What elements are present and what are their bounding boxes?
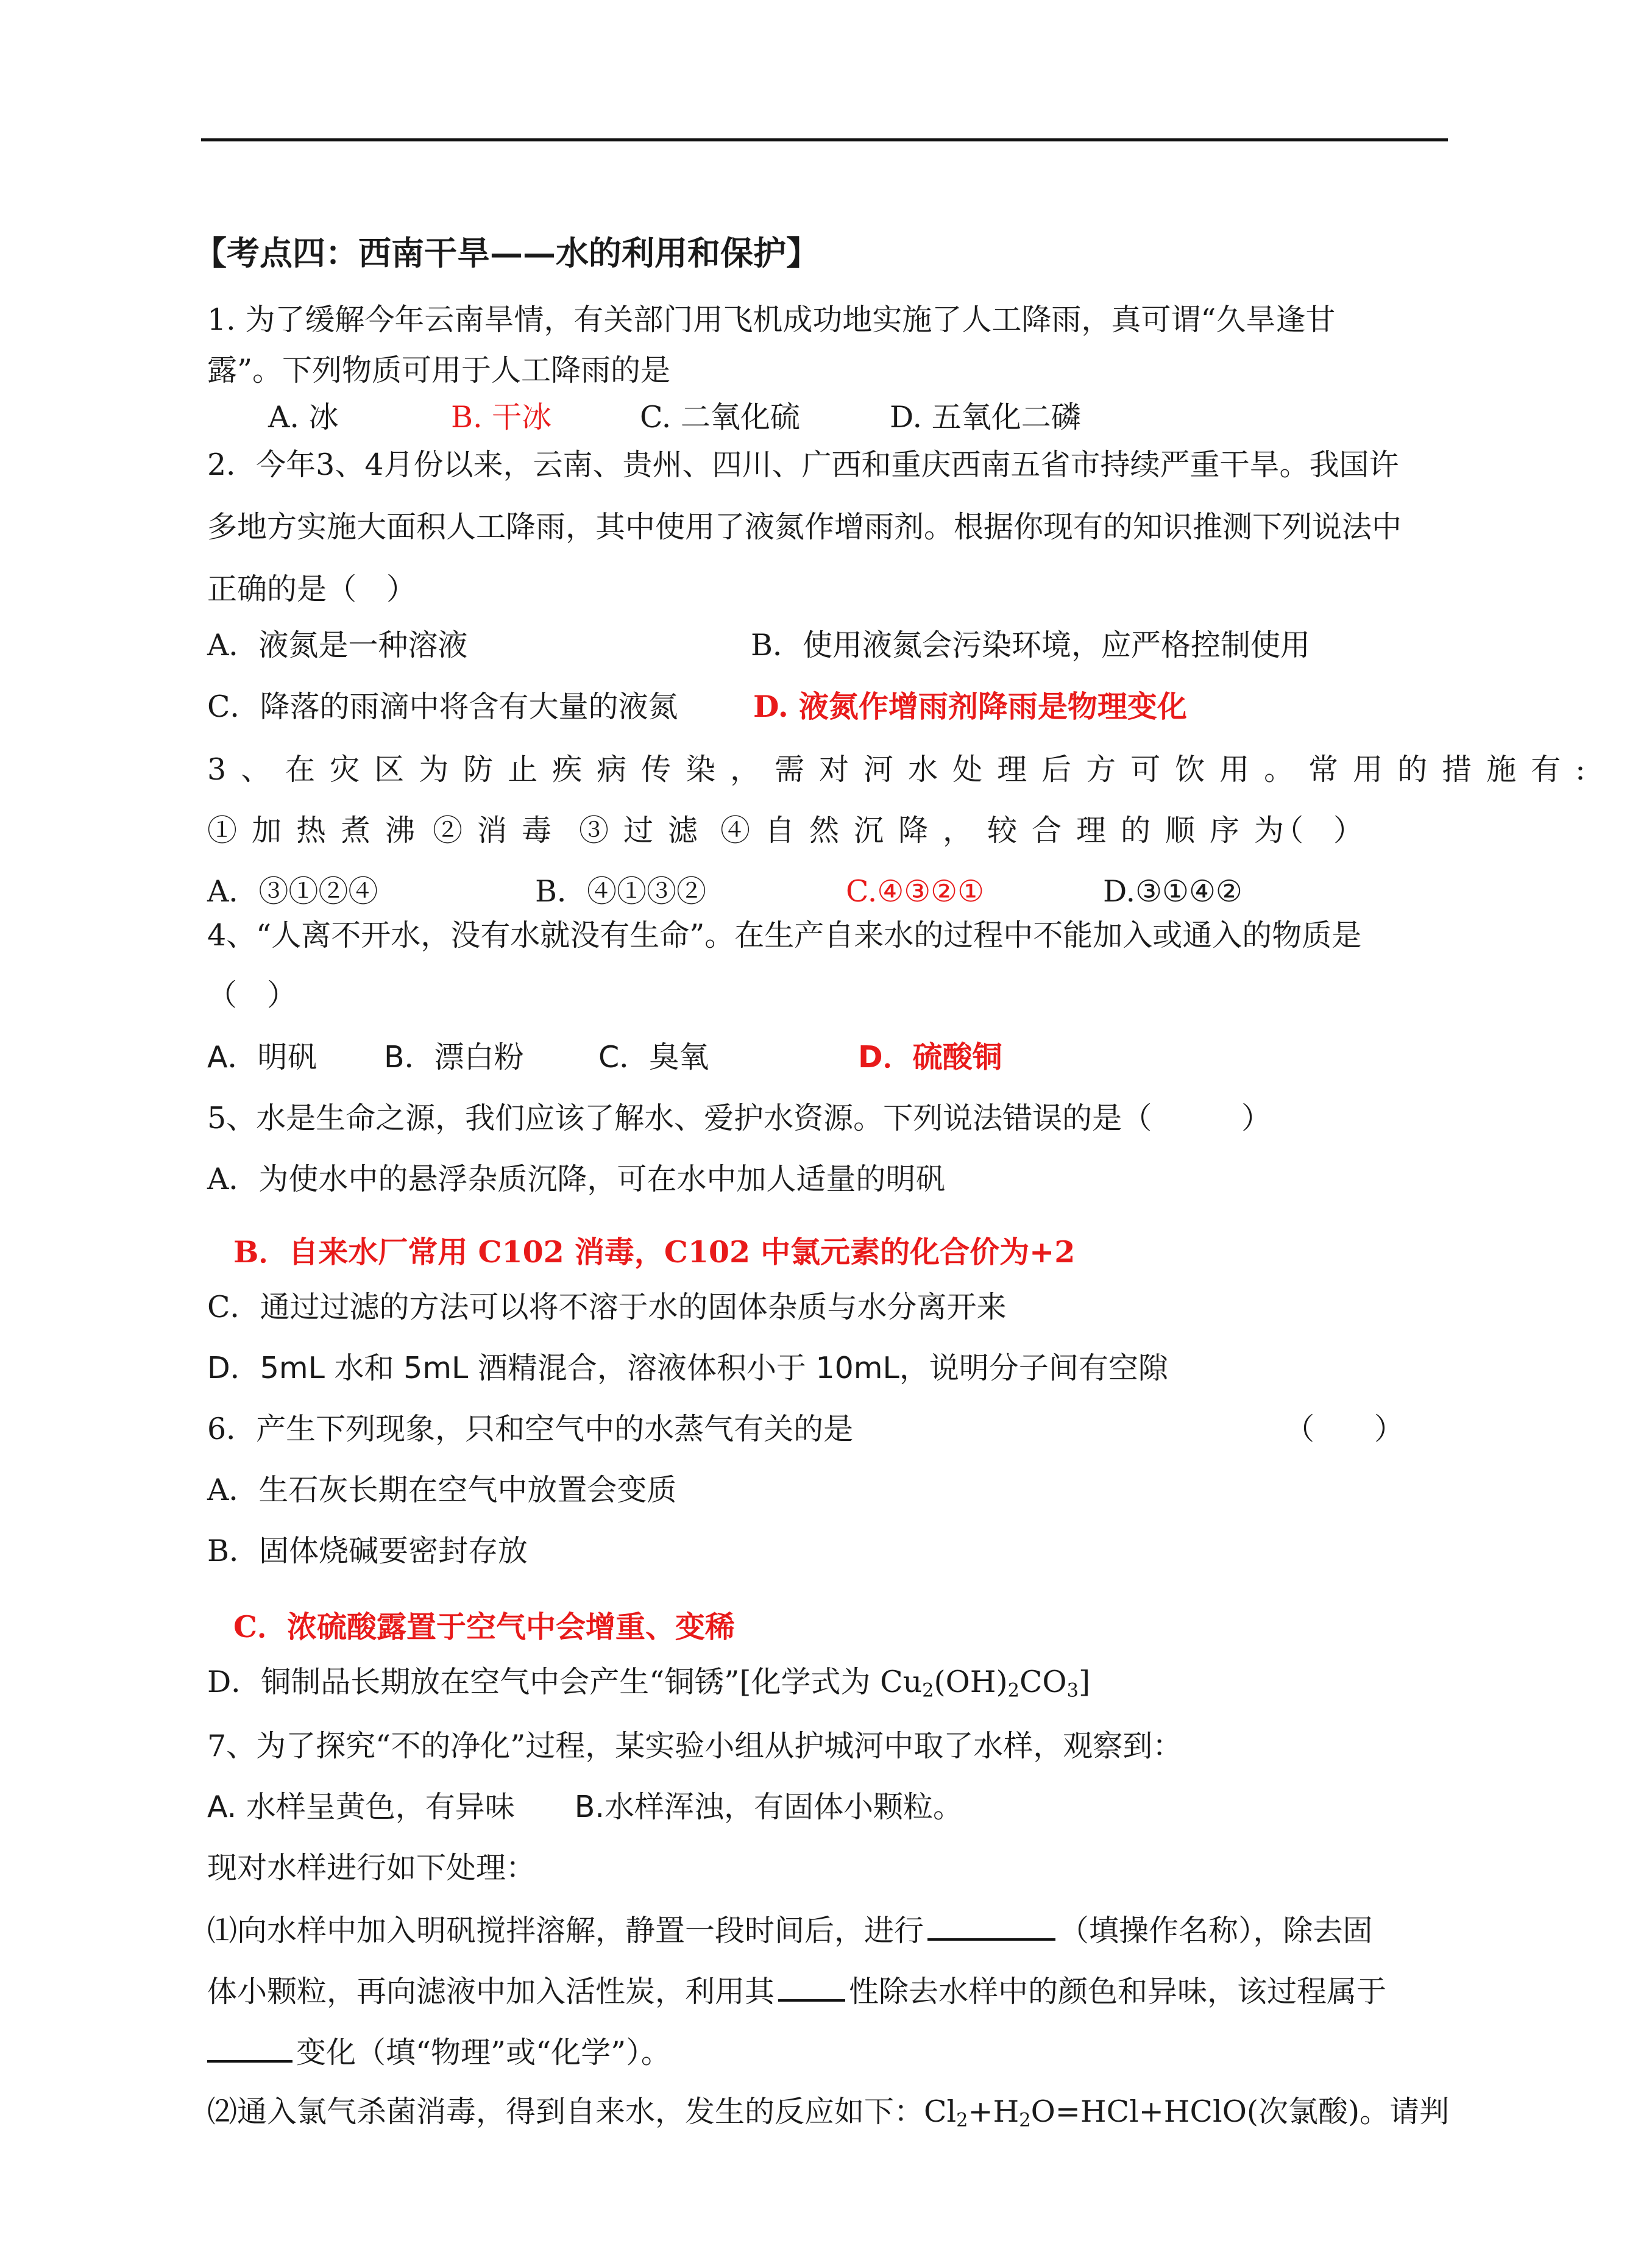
q4-option-b: B．漂白粉 — [384, 1040, 524, 1075]
q6-option-d-co: CO — [1019, 1665, 1067, 1699]
q6-option-d-text: D．铜制品长期放在空气中会产生“铜锈”[化学式为 Cu — [207, 1665, 923, 1699]
q7-part2-line1 — [207, 2094, 1450, 2131]
q1-option-c: C. 二氧化硫 — [640, 400, 800, 435]
q7-part2-text-b: +H — [968, 2094, 1019, 2129]
q3-option-d: D.③①④② — [1103, 874, 1243, 909]
q2-option-d-answer: D. 液氮作增雨剂降雨是物理变化 — [753, 689, 1187, 724]
q7-part2-text-c: O=HCl+HClO(次氯酸)。请判 — [1030, 2094, 1450, 2129]
q2-option-c: C．降落的雨滴中将含有大量的液氮 — [207, 689, 678, 724]
q3-option-a: A．③①②④ — [207, 874, 378, 909]
q4-line2: （ ） — [207, 978, 297, 1012]
q7-sub-2: 2 — [1019, 2110, 1031, 2131]
q6-option-d-oh: (OH) — [934, 1665, 1008, 1699]
blank-property[interactable] — [778, 1975, 845, 2002]
q2-option-b: B．使用液氮会污染环境，应严格控制使用 — [751, 628, 1311, 663]
q7-part1-line3 — [207, 2035, 671, 2070]
q6-option-d-end: ] — [1078, 1665, 1091, 1699]
q1-line2: 露”。下列物质可用于人工降雨的是 — [207, 353, 671, 388]
q3-option-c-answer: C.④③②① — [846, 874, 985, 909]
q3-paren: （ ） — [1274, 813, 1364, 848]
q3-measure-3: ③过滤 — [579, 813, 713, 848]
q3-measure-1: ①加热煮沸 — [207, 813, 430, 848]
q6-option-a: A．生石灰长期在空气中放置会变质 — [207, 1473, 677, 1507]
q4-option-c: C．臭氧 — [598, 1040, 709, 1075]
blank-change-type[interactable] — [207, 2036, 292, 2063]
q7-part1-text-e: 变化（填“物理”或“化学”）。 — [296, 2035, 671, 2070]
q7-sub-1: 2 — [956, 2110, 968, 2131]
q3-measure-4: ④自然沉降，较合理的顺序为 — [720, 813, 1299, 848]
q6-option-d — [207, 1667, 1090, 1701]
q7-part1-line1 — [207, 1914, 1373, 1946]
q5-option-a: A．为使水中的悬浮杂质沉降，可在水中加人适量的明矾 — [207, 1162, 946, 1196]
q5-option-b-answer: B．自来水厂常用 C102 消毒，C102 中氯元素的化合价为+2 — [233, 1234, 1076, 1270]
q6-option-b: B．固体烧碱要密封存放 — [207, 1534, 528, 1568]
q7-part2-text-a: ⑵通入氯气杀菌消毒，得到自来水，发生的反应如下：Cl — [207, 2094, 957, 2129]
q6-paren: （ ） — [1285, 1412, 1405, 1446]
q1-option-d: D. 五氧化二磷 — [890, 400, 1081, 435]
q7-part1-text-d: 性除去水样中的颜色和异味，该过程属于 — [849, 1974, 1387, 2009]
q6-sub-2: 2 — [1007, 1680, 1019, 1702]
q5-line1: 5、水是生命之源，我们应该了解水、爱护水资源。下列说法错误的是（ ） — [207, 1101, 1272, 1136]
q7-part1-text-b: （填操作名称），除去固 — [1059, 1913, 1373, 1948]
q7-part1-line2 — [207, 1975, 1386, 2007]
q5-option-c: C．通过过滤的方法可以将不溶于水的固体杂质与水分离开来 — [207, 1290, 1007, 1324]
q7-observations: A. 水样呈黄色，有异味 B.水样浑浊，有固体小颗粒。 — [207, 1790, 963, 1824]
q2-option-a: A．液氮是一种溶液 — [207, 628, 468, 663]
q1-option-a: A. 冰 — [268, 400, 339, 435]
blank-operation-name[interactable] — [927, 1914, 1055, 1941]
q6-option-c-answer: C．浓硫酸露置于空气中会增重、变稀 — [233, 1609, 735, 1644]
header-rule — [201, 138, 1448, 141]
q3-measure-2: ②消毒 — [433, 813, 567, 848]
q5-option-d: D．5mL 水和 5mL 酒精混合，溶液体积小于 10mL，说明分子间有空隙 — [207, 1351, 1168, 1385]
section-title: 【考点四：西南干旱——水的利用和保护】 — [194, 233, 819, 272]
q2-line3: 正确的是（ ） — [207, 572, 417, 606]
q4-line1: 4、“人离不开水，没有水就没有生命”。在生产自来水的过程中不能加入或通入的物质是 — [207, 918, 1362, 953]
q7-part1-text-c: 体小颗粒，再向滤液中加入活性炭，利用其 — [207, 1974, 775, 2009]
q7-line3: 现对水样进行如下处理： — [207, 1850, 536, 1885]
q6-line1: 6．产生下列现象，只和空气中的水蒸气有关的是 — [207, 1412, 854, 1446]
q3-line1: 3、在灾区为防止疾病传染，需对河水处理后方可饮用。常用的措施有: — [207, 752, 1600, 787]
q2-line2: 多地方实施大面积人工降雨，其中使用了液氮作增雨剂。根据你现有的知识推测下列说法中 — [207, 510, 1402, 544]
q4-option-a: A．明矾 — [207, 1040, 317, 1075]
q6-sub-3: 3 — [1066, 1680, 1079, 1702]
q7-line1: 7、为了探究“不的净化”过程，某实验小组从护城河中取了水样，观察到： — [207, 1729, 1183, 1763]
q1-option-b-answer: B. 干冰 — [451, 400, 552, 435]
q7-part1-text-a: ⑴向水样中加入明矾搅拌溶解，静置一段时间后，进行 — [207, 1913, 924, 1948]
q1-line1: 1. 为了缓解今年云南旱情，有关部门用飞机成功地实施了人工降雨，真可谓“久旱逢甘 — [207, 302, 1336, 337]
q4-option-d-answer: D．硫酸铜 — [858, 1040, 1002, 1075]
q6-sub-1: 2 — [922, 1680, 934, 1702]
q3-option-b: B．④①③② — [535, 874, 707, 909]
q2-line1: 2．今年3、4月份以来，云南、贵州、四川、广西和重庆西南五省市持续严重干旱。我国许 — [207, 447, 1399, 482]
